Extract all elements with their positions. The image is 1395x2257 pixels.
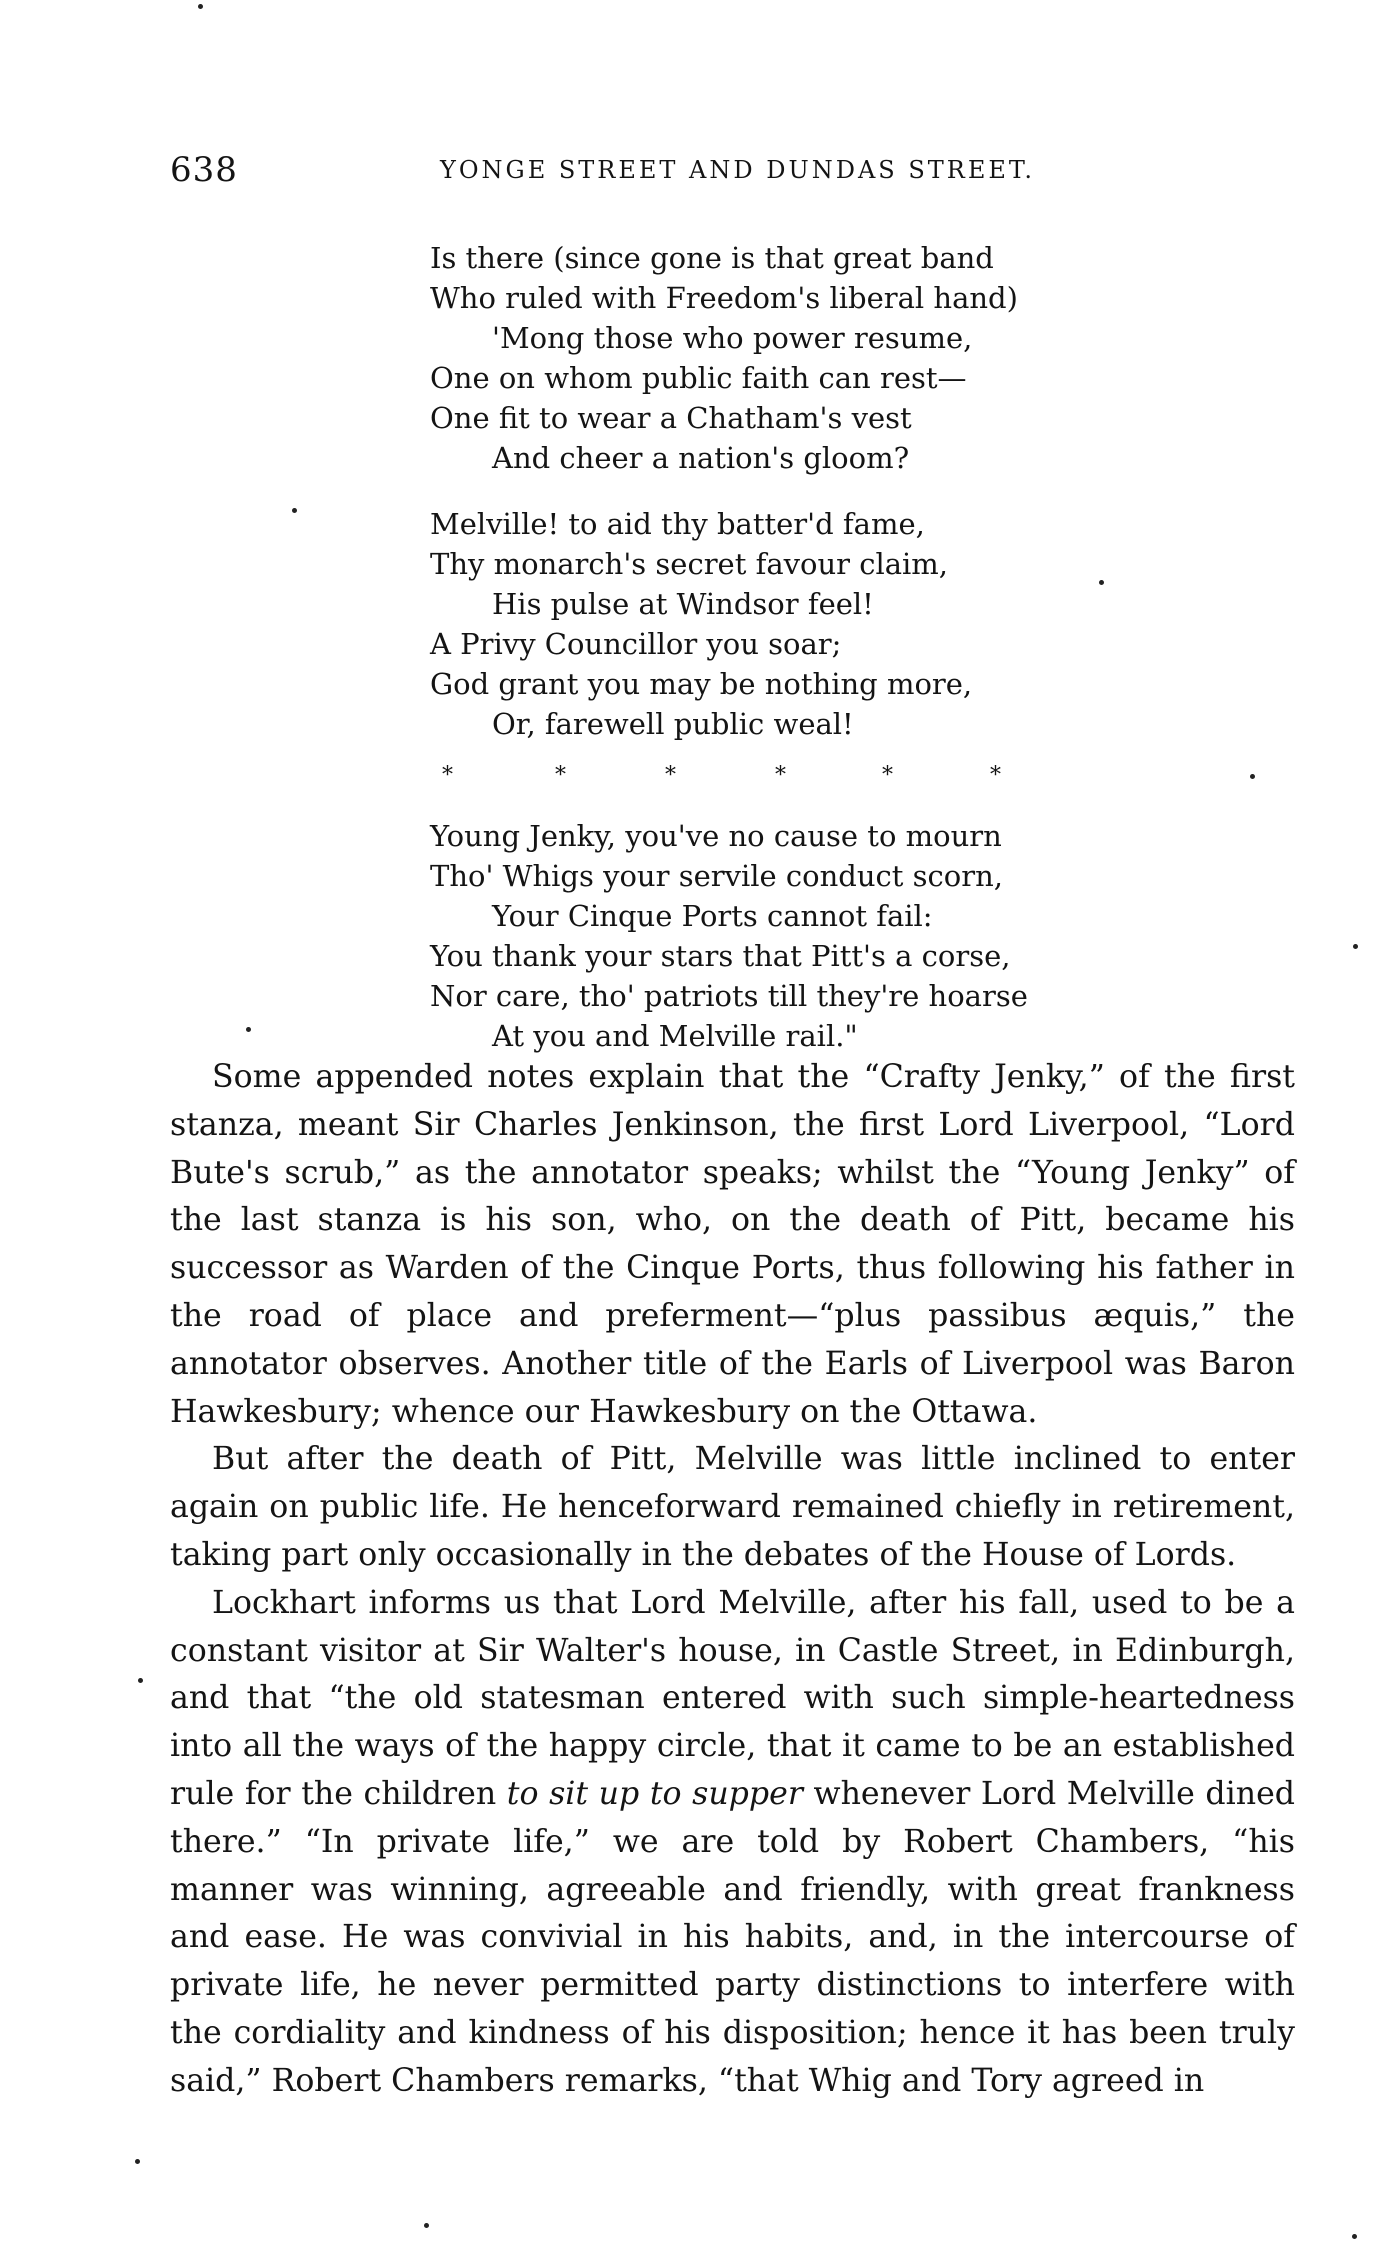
poem-line: Young Jenky, you've no cause to mourn: [430, 819, 1002, 853]
scan-speck: [135, 2159, 140, 2164]
scan-speck: [1352, 2234, 1357, 2239]
separator-star: *: [775, 763, 786, 788]
scan-speck: [424, 2223, 429, 2228]
paragraph-2: But after the death of Pitt, Melville was little inclined to enter again on public life. He henceforward remained chiefly in retirement, taking part only occasionally in the debates of the House of Lords.: [170, 1441, 1295, 1573]
poem-line: Your Cinque Ports cannot fail:: [492, 899, 933, 933]
poem-line: And cheer a nation's gloom?: [492, 441, 910, 475]
separator-star: *: [990, 763, 1001, 788]
poem-line: Is there (since gone is that great band: [430, 241, 994, 275]
poem-line: At you and Melville rail.": [492, 1019, 858, 1053]
poem-line: Or, farewell public weal!: [492, 707, 854, 741]
poem-line: Tho' Whigs your servile conduct scorn,: [430, 859, 1003, 893]
scan-speck: [246, 1027, 251, 1032]
separator-star: *: [882, 763, 893, 788]
poem-line: Melville! to aid thy batter'd fame,: [430, 507, 925, 541]
poem: [430, 238, 1130, 1082]
paragraph-3-text-b: whenever Lord Melville dined there.” “In private life,” we are told by Robert Chambers, “his manner was winning, agreeable and friendly, with great frankness and ease. He was convivial in his habits, and, in the intercourse of private life, he never permitted party distinctions to interfere with the cordiality and kindness of his disposition; hence it has been truly said,” Robert Chambers remarks, “that Whig and Tory agreed in: [170, 1775, 1295, 2099]
page-number: 638: [170, 150, 238, 190]
scan-speck: [1099, 580, 1104, 585]
scan-speck: [292, 508, 297, 513]
scan-speck: [1353, 944, 1358, 949]
paragraph-3-text-a: Lockhart informs us that Lord Melville, after his fall, used to be a constant visitor at Sir Walter's house, in Castle Street, in Edinburgh, and that “the old statesman entered with such simple-heartedness into all the ways of the happy circle, that it came to be an established rule for the children: [170, 1584, 1295, 1812]
poem-line: God grant you may be nothing more,: [430, 667, 973, 701]
paragraph-3-italic: to sit up to supper: [506, 1775, 803, 1812]
running-head: YONGE STREET AND DUNDAS STREET.: [440, 156, 1036, 184]
poem-line: Thy monarch's secret favour claim,: [430, 547, 949, 581]
separator-star: *: [442, 763, 453, 788]
paragraph-1: Some appended notes explain that the “Crafty Jenky,” of the first stanza, meant Sir Charles Jenkinson, the first Lord Liverpool, “Lord Bute's scrub,” as the annotator speaks; whilst the “Young Jenky” of the last stanza is his son, who, on the death of Pitt, became his successor as Warden of the Cinque Ports, thus following his father in the road of place and preferment—“plus passibus æquis,” the annotator observes. Another title of the Earls of Liverpool was Baron Hawkesbury; whence our Hawkesbury on the Ottawa.: [170, 1059, 1295, 1430]
prose-body: [170, 1054, 1295, 2106]
scan-speck: [198, 4, 203, 9]
separator-star: *: [555, 763, 566, 788]
scan-speck: [138, 1678, 143, 1683]
poem-line: Who ruled with Freedom's liberal hand): [430, 281, 1018, 315]
stanza-separator: [430, 756, 1130, 790]
page-header: [170, 150, 1300, 200]
scan-speck: [1250, 774, 1255, 779]
paragraph-3: [170, 1580, 1295, 2106]
poem-line: One on whom public faith can rest—: [430, 361, 967, 395]
separator-star: *: [665, 763, 676, 788]
poem-stanza-2: [430, 504, 1130, 744]
poem-line: 'Mong those who power resume,: [492, 321, 973, 355]
poem-stanza-1: [430, 238, 1130, 478]
poem-line: Nor care, tho' patriots till they're hoarse: [430, 979, 1028, 1013]
poem-line: His pulse at Windsor feel!: [492, 587, 874, 621]
poem-line: You thank your stars that Pitt's a corse,: [430, 939, 1011, 973]
poem-line: One fit to wear a Chatham's vest: [430, 401, 912, 435]
poem-stanza-3: [430, 816, 1130, 1056]
poem-line: A Privy Councillor you soar;: [430, 627, 842, 661]
